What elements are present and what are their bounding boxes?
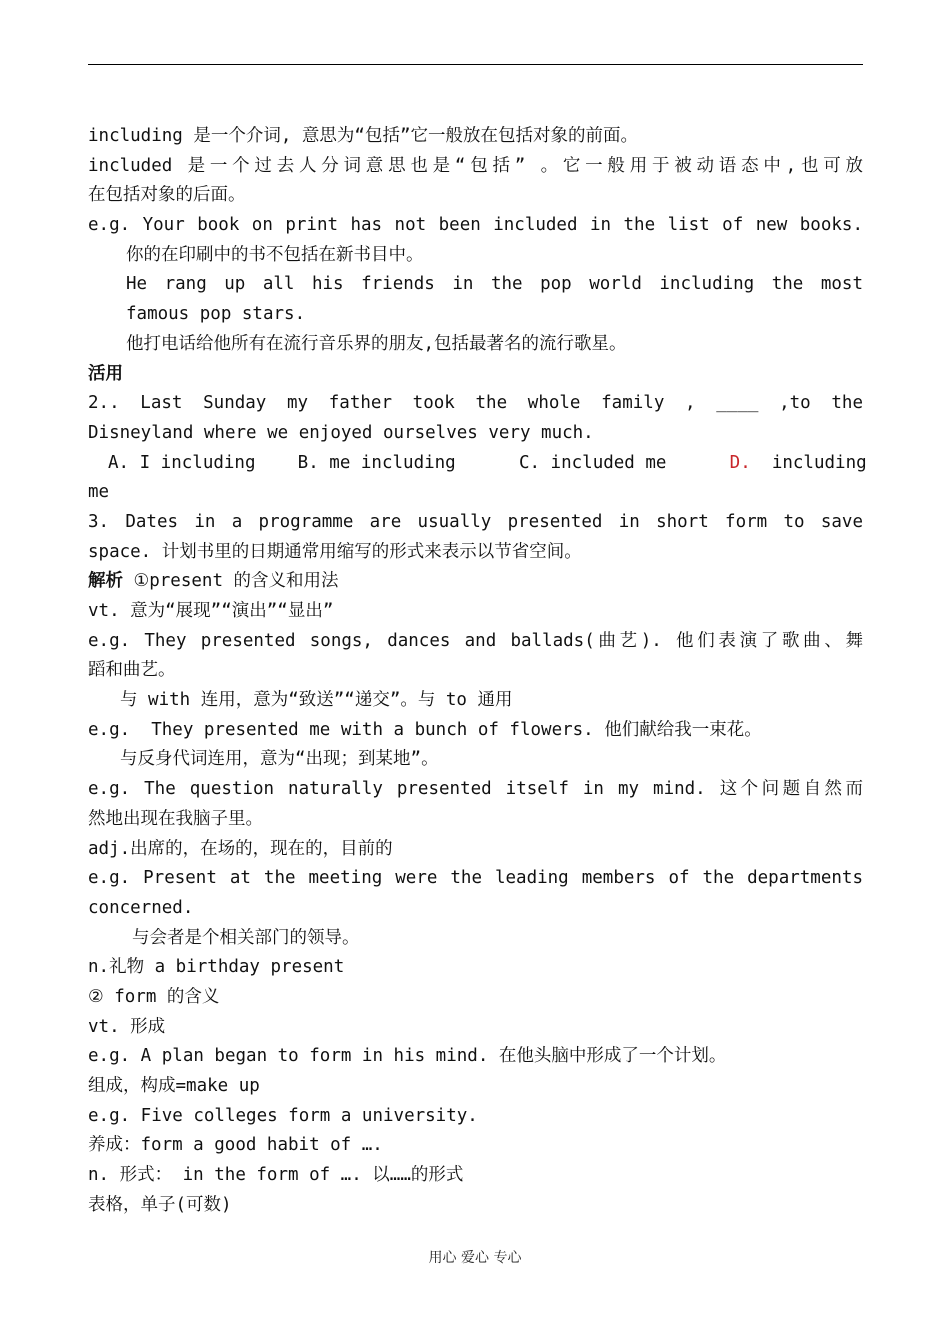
text-line: 组成，构成=make up xyxy=(88,1076,260,1096)
text-line: 在包括对象的后面。 xyxy=(88,185,246,206)
example-line: e.g. They presented me with a bunch of flowers. 他们献给我一束花。 xyxy=(88,719,762,740)
text-line: 与 with 连用，意为“致送”“递交”。与 to 通用 xyxy=(120,690,513,711)
translation-line: 你的在印刷中的书不包括在新书目中。 xyxy=(126,244,424,265)
example-line: famous pop stars. xyxy=(126,304,306,325)
example-line: e.g. A plan began to form in his mind. 在他头脑中形成了一个计划。 xyxy=(88,1046,727,1067)
text-line: n.礼物 a birthday present xyxy=(88,957,345,978)
text-line: me xyxy=(88,482,110,503)
text-line: concerned. xyxy=(88,897,194,918)
page-footer: 用心 爱心 专心 xyxy=(428,1250,522,1266)
text-line: including 是一个介词, 意思为“包括”它一般放在包括对象的前面。 xyxy=(88,126,639,146)
option-b: B. me including xyxy=(297,452,456,473)
header-rule xyxy=(88,64,863,65)
option-a: A. I including xyxy=(108,452,256,473)
text-line: 表格，单子(可数) xyxy=(88,1194,232,1215)
question-line: 3. Dates in a programme are usually presented in short form to save xyxy=(88,511,863,532)
analysis-line xyxy=(88,567,863,597)
example-line: He rang up all his friends in the pop world including the most xyxy=(126,274,863,295)
text-line: 蹈和曲艺。 xyxy=(88,660,176,681)
answer-options xyxy=(88,449,867,479)
text-line: 与反身代词连用，意为“出现；到某地”。 xyxy=(120,749,439,770)
example-line: e.g. Five colleges form a university. xyxy=(88,1105,478,1126)
document-body xyxy=(88,122,867,1220)
option-d-letter: D. xyxy=(729,452,751,473)
option-d-text: including xyxy=(771,452,867,473)
text-line: n. 形式： in the form of …. 以……的形式 xyxy=(88,1165,464,1186)
text-line: adj.出席的，在场的，现在的，目前的 xyxy=(88,838,393,859)
text-line: included 是一个过去人分词意思也是“包括” 。它一般用于被动语态中,也可放 xyxy=(88,155,863,176)
analysis-heading: 解析 xyxy=(88,571,123,592)
option-c: C. included me xyxy=(518,452,667,473)
question-line: Disneyland where we enjoyed ourselves very much. xyxy=(88,422,594,443)
text-line: 然地出现在我脑子里。 xyxy=(88,808,263,829)
question-line: space. 计划书里的日期通常用缩写的形式来表示以节省空间。 xyxy=(88,541,582,562)
question-line: 2.. Last Sunday my father took the whole family , ____ ,to the xyxy=(88,393,863,414)
example-line: e.g. Your book on print has not been included in the list of new books. xyxy=(88,215,863,236)
text-line: 养成：form a good habit of …. xyxy=(88,1135,383,1156)
text-line: vt. 形成 xyxy=(88,1016,166,1037)
text-line: vt. 意为“展现”“演出”“显出” xyxy=(88,601,334,621)
text-line: ② form 的含义 xyxy=(88,986,220,1007)
analysis-text: ①present 的含义和用法 xyxy=(133,571,339,592)
example-line: e.g. The question naturally presented itself in my mind. 这个问题自然而 xyxy=(88,779,863,800)
section-heading: 活用 xyxy=(88,363,123,384)
example-line: e.g. They presented songs, dances and ballads(曲艺). 他们表演了歌曲、舞 xyxy=(88,630,863,651)
example-line: e.g. Present at the meeting were the leading members of the departments xyxy=(88,868,863,889)
translation-line: 他打电话给他所有在流行音乐界的朋友,包括最著名的流行歌星。 xyxy=(126,333,627,354)
translation-line: 与会者是个相关部门的领导。 xyxy=(132,927,360,948)
